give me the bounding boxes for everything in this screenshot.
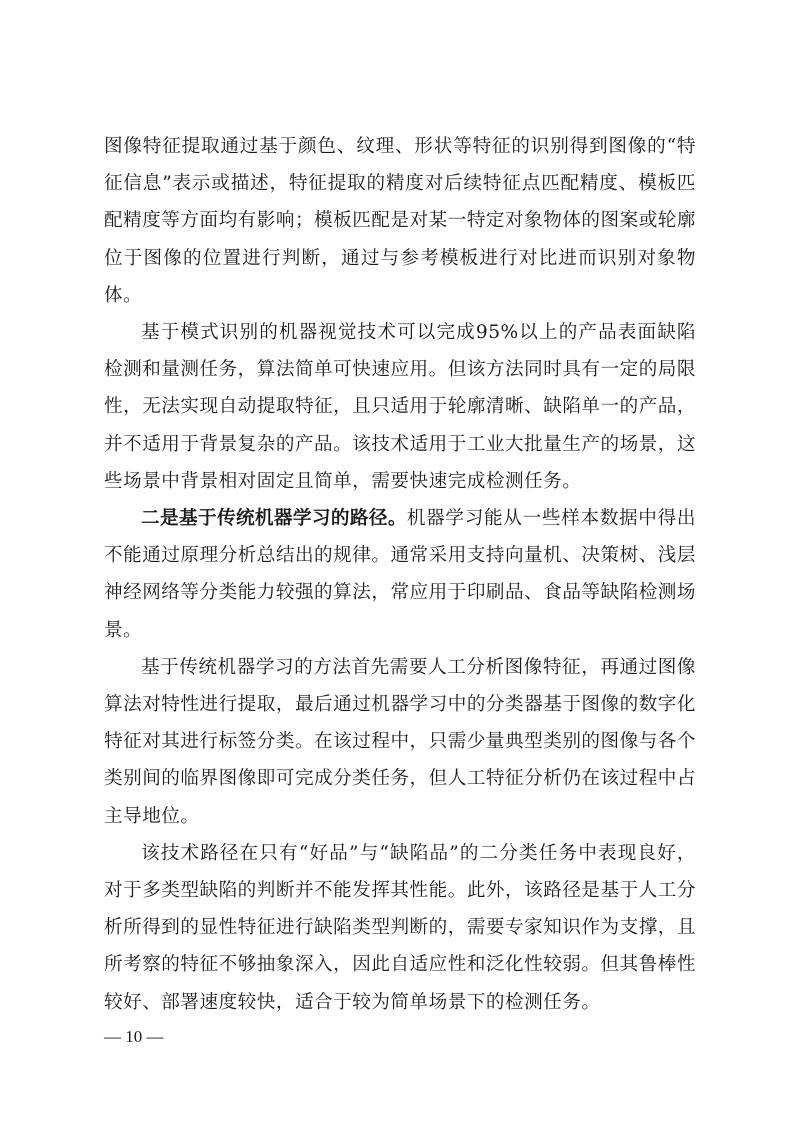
page-number: — 10 — [104, 1027, 164, 1046]
paragraph-traditional-ml-method: 基于传统机器学习的方法首先需要人工分析图像特征，再通过图像算法对特性进行提取，最后通过机器学习中的分类器基于图像的数字化特征对其进行标签分类。在该过程中，只需少量典型类别的图像与各个类别间的临界图像即可完成分类任务，但人工特征分析仍在该过程中占主导地位。 [104, 656, 696, 827]
document-body [104, 128, 696, 1021]
paragraph-traditional-ml-evaluation: 该技术路径在只有“好品”与“缺陷品”的二分类任务中表现良好，对于多类型缺陷的判断并不能发挥其性能。此外，该路径是基于人工分析所得到的显性特征进行缺陷类型判断的，需要专家知识作为支撑，且所考察的特征不够抽象深入，因此自适应性和泛化性较弱。但其鲁棒性较好、部署速度较快，适合于较为简单场景下的检测任务。 [104, 842, 696, 1013]
paragraph-pattern-recognition: 基于模式识别的机器视觉技术可以完成95%以上的产品表面缺陷检测和量测任务，算法简单可快速应用。但该方法同时具有一定的局限性，无法实现自动提取特征，且只适用于轮廓清晰、缺陷单一的产品，并不适用于背景复杂的产品。该技术适用于工业大批量生产的场景，这些场景中背景相对固定且简单，需要快速完成检测任务。 [104, 322, 696, 492]
section-lead-body: 机器学习能从一些样本数据中得出不能通过原理分析总结出的规律。通常采用支持向量机、决策树、浅层神经网络等分类能力较强的算法，常应用于印刷品、食品等缺陷检测场景。 [104, 508, 696, 641]
section-lead-heading: 二是基于传统机器学习的路径。 [141, 508, 407, 530]
paragraph-feature-extraction: 图像特征提取通过基于颜色、纹理、形状等特征的识别得到图像的“特征信息”表示或描述，特征提取的精度对后续特征点匹配精度、模板匹配精度等方面均有影响；模板匹配是对某一特定对象物体的图案或轮廓位于图像的位置进行判断，通过与参考模板进行对比进而识别对象物体。 [104, 136, 696, 306]
paragraph-traditional-ml-path [104, 500, 696, 649]
